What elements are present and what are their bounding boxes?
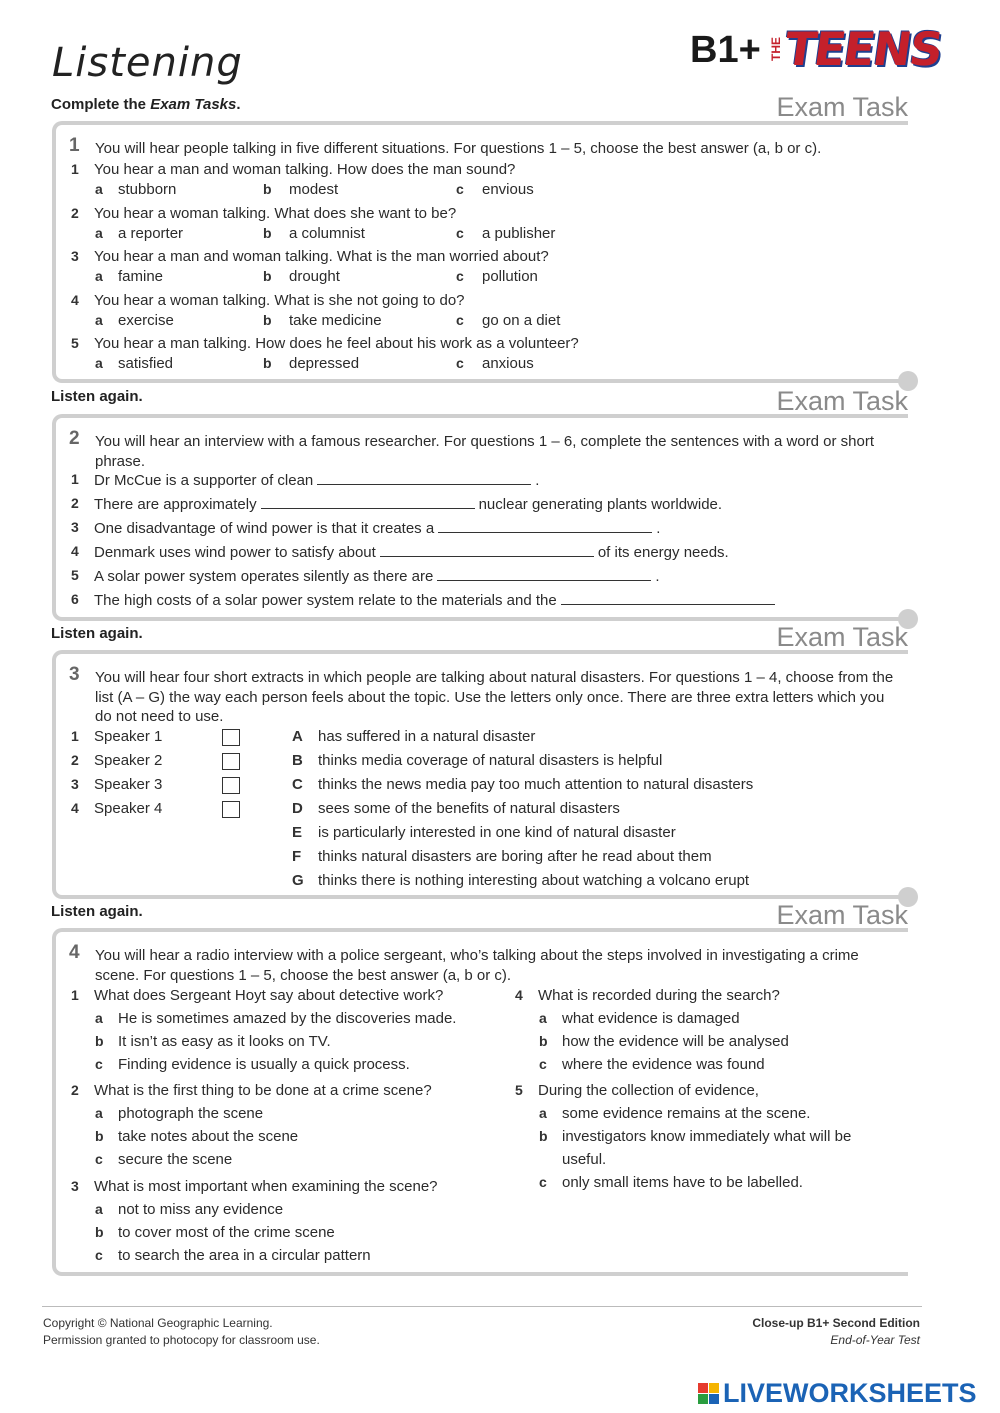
- option-letter: b: [263, 224, 272, 241]
- question-text: You hear a woman talking. What is she not going to do?: [94, 291, 465, 309]
- page-title: Listening: [52, 40, 243, 86]
- option-letter: a: [539, 1010, 547, 1026]
- option-letter: b: [263, 181, 272, 197]
- question-text: What does Sergeant Hoyt say about detective work?: [94, 987, 444, 1004]
- liveworksheets-watermark: [698, 1378, 977, 1409]
- option-b[interactable]: take notes about the scene: [118, 1128, 299, 1145]
- answer-box[interactable]: [222, 777, 240, 794]
- sentence: [94, 591, 779, 609]
- instruction: Complete the Exam Tasks.: [51, 96, 241, 113]
- task-2-box: [52, 414, 908, 621]
- answer-box[interactable]: [222, 753, 240, 770]
- listen-again-label: Listen again.: [51, 388, 143, 405]
- question-number: 4: [71, 291, 79, 308]
- question-number: 5: [71, 335, 79, 351]
- answer-blank[interactable]: [438, 519, 652, 533]
- listen-again-label: Listen again.: [51, 903, 143, 920]
- question-text: You hear a man and woman talking. What is the man worried about?: [94, 248, 549, 265]
- option-key: A: [292, 728, 303, 745]
- sentence-before: A solar power system operates silently as there are: [94, 568, 434, 585]
- option-letter: c: [456, 355, 464, 371]
- option-a[interactable]: famine: [118, 268, 164, 285]
- liveworksheets-icon: [698, 1383, 719, 1404]
- option-b[interactable]: drought: [289, 268, 340, 285]
- answer-blank[interactable]: [561, 591, 775, 605]
- option-letter: b: [263, 268, 272, 284]
- level-label: B1+: [690, 28, 761, 71]
- option-b[interactable]: modest: [289, 181, 339, 198]
- option-a[interactable]: some evidence remains at the scene.: [562, 1105, 811, 1122]
- option-key: E: [292, 824, 303, 841]
- option-letter: c: [456, 181, 464, 197]
- question-number: 3: [71, 776, 79, 792]
- brand-logo: [690, 22, 954, 78]
- option-b[interactable]: how the evidence will be analysed: [562, 1033, 789, 1050]
- option-c[interactable]: secure the scene: [118, 1151, 233, 1168]
- watermark-text: LIVEWORKSHEETS: [723, 1378, 977, 1408]
- option-letter: a: [95, 1010, 103, 1026]
- option-c[interactable]: Finding evidence is usually a quick process.: [118, 1056, 410, 1073]
- sentence-after: .: [656, 520, 661, 537]
- option-c[interactable]: a publisher: [482, 224, 556, 242]
- listen-again-label: Listen again.: [51, 625, 143, 642]
- option-letter: b: [95, 1033, 104, 1049]
- question-text: What is recorded during the search?: [538, 987, 780, 1004]
- option-text: thinks natural disasters are boring after he read about them: [318, 848, 712, 865]
- question-number: 4: [71, 543, 79, 559]
- option-letter: a: [95, 268, 103, 284]
- task-1-intro: You will hear people talking in five different situations. For questions 1 – 5, choose the best answer (a, b or c).: [95, 140, 822, 157]
- speaker-label: Speaker 2: [94, 752, 163, 769]
- question-number: 1: [71, 987, 79, 1003]
- question-number: 2: [71, 1082, 79, 1098]
- question-number: 1: [71, 161, 79, 177]
- question-number: 3: [71, 1178, 79, 1194]
- question-text: During the collection of evidence,: [538, 1082, 759, 1099]
- option-letter: c: [95, 1247, 103, 1263]
- question-number: 1: [71, 471, 79, 487]
- option-c[interactable]: anxious: [482, 355, 534, 372]
- sentence-before: One disadvantage of wind power is that it creates a: [94, 520, 435, 537]
- option-key: B: [292, 752, 303, 769]
- question-number: 6: [71, 591, 79, 607]
- footer-left: [43, 1315, 320, 1349]
- option-text: thinks there is nothing interesting about watching a volcano erupt: [318, 872, 750, 889]
- option-b[interactable]: a columnist: [289, 224, 365, 242]
- option-letter: a: [95, 1201, 103, 1217]
- sentence-after: .: [655, 568, 660, 585]
- option-c[interactable]: to search the area in a circular pattern: [118, 1247, 371, 1264]
- option-letter: a: [95, 355, 103, 371]
- option-c[interactable]: only small items have to be labelled.: [562, 1174, 803, 1191]
- option-key: D: [292, 800, 303, 817]
- exam-task-label: Exam Task: [776, 622, 908, 652]
- footer-divider: [42, 1306, 922, 1307]
- option-b[interactable]: to cover most of the crime scene: [118, 1224, 335, 1241]
- option-letter: b: [539, 1033, 548, 1049]
- option-letter: a: [95, 1105, 103, 1121]
- sentence: [94, 495, 722, 513]
- answer-blank[interactable]: [261, 495, 475, 509]
- sentence-after: .: [535, 472, 540, 489]
- option-letter: b: [95, 1128, 104, 1144]
- option-letter: b: [263, 311, 272, 328]
- sentence: [94, 543, 729, 561]
- question-number: 4: [515, 987, 523, 1003]
- option-a[interactable]: exercise: [118, 311, 174, 329]
- option-text: sees some of the benefits of natural disasters: [318, 800, 620, 817]
- answer-box[interactable]: [222, 801, 240, 818]
- question-number: 3: [71, 248, 79, 264]
- task-3-intro: You will hear four short extracts in which people are talking about natural disasters. For questions 1 – 4, choose from the list (A – G) the way each person feels about the topic. Use the letters only once. There are three extra letters which you do not need to use.: [95, 669, 894, 725]
- option-letter: a: [95, 224, 103, 241]
- sentence-after: nuclear generating plants worldwide.: [478, 496, 723, 513]
- answer-box[interactable]: [222, 729, 240, 746]
- speaker-label: Speaker 4: [94, 800, 163, 817]
- answer-blank[interactable]: [437, 567, 651, 581]
- task-number: 2: [69, 428, 80, 449]
- option-key: F: [292, 848, 302, 865]
- option-letter: c: [456, 268, 464, 284]
- sentence: [94, 567, 660, 585]
- option-a[interactable]: not to miss any evidence: [118, 1201, 284, 1218]
- option-key: G: [292, 872, 304, 889]
- option-text: thinks media coverage of natural disasters is helpful: [318, 752, 663, 769]
- question-number: 4: [71, 800, 79, 816]
- option-letter: b: [263, 355, 272, 371]
- option-c[interactable]: envious: [482, 181, 534, 198]
- permission-text: Permission granted to photocopy for classroom use.: [43, 1333, 320, 1347]
- test-title: End-of-Year Test: [830, 1333, 920, 1347]
- option-c[interactable]: where the evidence was found: [562, 1056, 765, 1073]
- task-4-intro: You will hear a radio interview with a police sergeant, who’s talking about the steps involved in investigating a crime scene. For questions 1 – 5, choose the best answer (a, b or c).: [95, 947, 859, 984]
- option-b[interactable]: take medicine: [289, 311, 382, 329]
- option-letter: c: [95, 1056, 103, 1072]
- option-letter: c: [539, 1056, 547, 1072]
- option-letter: c: [539, 1174, 547, 1190]
- answer-blank[interactable]: [317, 471, 531, 485]
- book-title: Close-up B1+ Second Edition: [752, 1316, 920, 1330]
- option-letter: b: [95, 1224, 104, 1240]
- option-text: thinks the news media pay too much attention to natural disasters: [318, 776, 754, 793]
- task-number: 3: [69, 664, 80, 685]
- sentence-before: The high costs of a solar power system relate to the materials and the: [94, 592, 557, 609]
- exam-task-label: Exam Task: [776, 900, 908, 930]
- exam-task-label: Exam Task: [776, 92, 908, 122]
- option-text: is particularly interested in one kind of natural disaster: [318, 824, 676, 841]
- sentence-before: There are approximately: [94, 496, 257, 513]
- option-key: C: [292, 776, 303, 793]
- question-number: 3: [71, 519, 79, 535]
- question-text: You hear a woman talking. What does she want to be?: [94, 204, 457, 222]
- question-number: 2: [71, 204, 79, 221]
- option-letter: a: [95, 181, 103, 197]
- question-number: 1: [71, 728, 79, 744]
- question-text: You hear a man and woman talking. How does the man sound?: [94, 161, 516, 178]
- option-c[interactable]: go on a diet: [482, 311, 561, 329]
- task-2-intro: You will hear an interview with a famous researcher. For questions 1 – 6, complete the sentences with a word or short phrase.: [95, 433, 875, 470]
- question-text: What is the first thing to be done at a crime scene?: [94, 1082, 432, 1099]
- question-number: 2: [71, 495, 79, 511]
- option-a[interactable]: He is sometimes amazed by the discoveries made.: [118, 1010, 457, 1027]
- task-number: 1: [69, 135, 80, 156]
- sentence: [94, 519, 660, 537]
- exam-task-label: Exam Task: [776, 386, 908, 416]
- option-text: has suffered in a natural disaster: [318, 728, 536, 745]
- option-a[interactable]: photograph the scene: [118, 1105, 264, 1122]
- option-a[interactable]: stubborn: [118, 181, 177, 198]
- option-b-continued[interactable]: useful.: [562, 1151, 607, 1168]
- teens-logo: THE TEENS: [768, 22, 945, 76]
- speaker-label: Speaker 1: [94, 728, 163, 745]
- option-letter: c: [456, 311, 464, 328]
- sentence-after: of its energy needs.: [597, 544, 729, 561]
- answer-blank[interactable]: [380, 543, 594, 557]
- option-letter: a: [539, 1105, 547, 1121]
- option-b[interactable]: investigators know immediately what will be: [562, 1128, 852, 1145]
- speaker-label: Speaker 3: [94, 776, 163, 793]
- option-letter: b: [539, 1128, 548, 1144]
- question-number: 5: [71, 567, 79, 583]
- sentence-before: Denmark uses wind power to satisfy about: [94, 544, 376, 561]
- option-a[interactable]: what evidence is damaged: [562, 1010, 740, 1027]
- option-a[interactable]: a reporter: [118, 224, 184, 242]
- option-b[interactable]: depressed: [289, 355, 360, 372]
- option-b[interactable]: It isn’t as easy as it looks on TV.: [118, 1033, 331, 1050]
- option-letter: c: [456, 224, 464, 241]
- question-text: What is most important when examining the scene?: [94, 1178, 438, 1195]
- question-number: 5: [515, 1082, 523, 1098]
- question-text: You hear a man talking. How does he feel about his work as a volunteer?: [94, 335, 579, 352]
- question-number: 2: [71, 752, 79, 768]
- option-a[interactable]: satisfied: [118, 355, 174, 372]
- option-c[interactable]: pollution: [482, 268, 538, 285]
- option-letter: c: [95, 1151, 103, 1167]
- sentence: [94, 471, 539, 489]
- copyright-text: Copyright © National Geographic Learning.: [43, 1316, 273, 1330]
- footer-right: [752, 1315, 920, 1349]
- option-letter: a: [95, 311, 103, 328]
- task-number: 4: [69, 942, 80, 963]
- sentence-before: Dr McCue is a supporter of clean: [94, 472, 314, 489]
